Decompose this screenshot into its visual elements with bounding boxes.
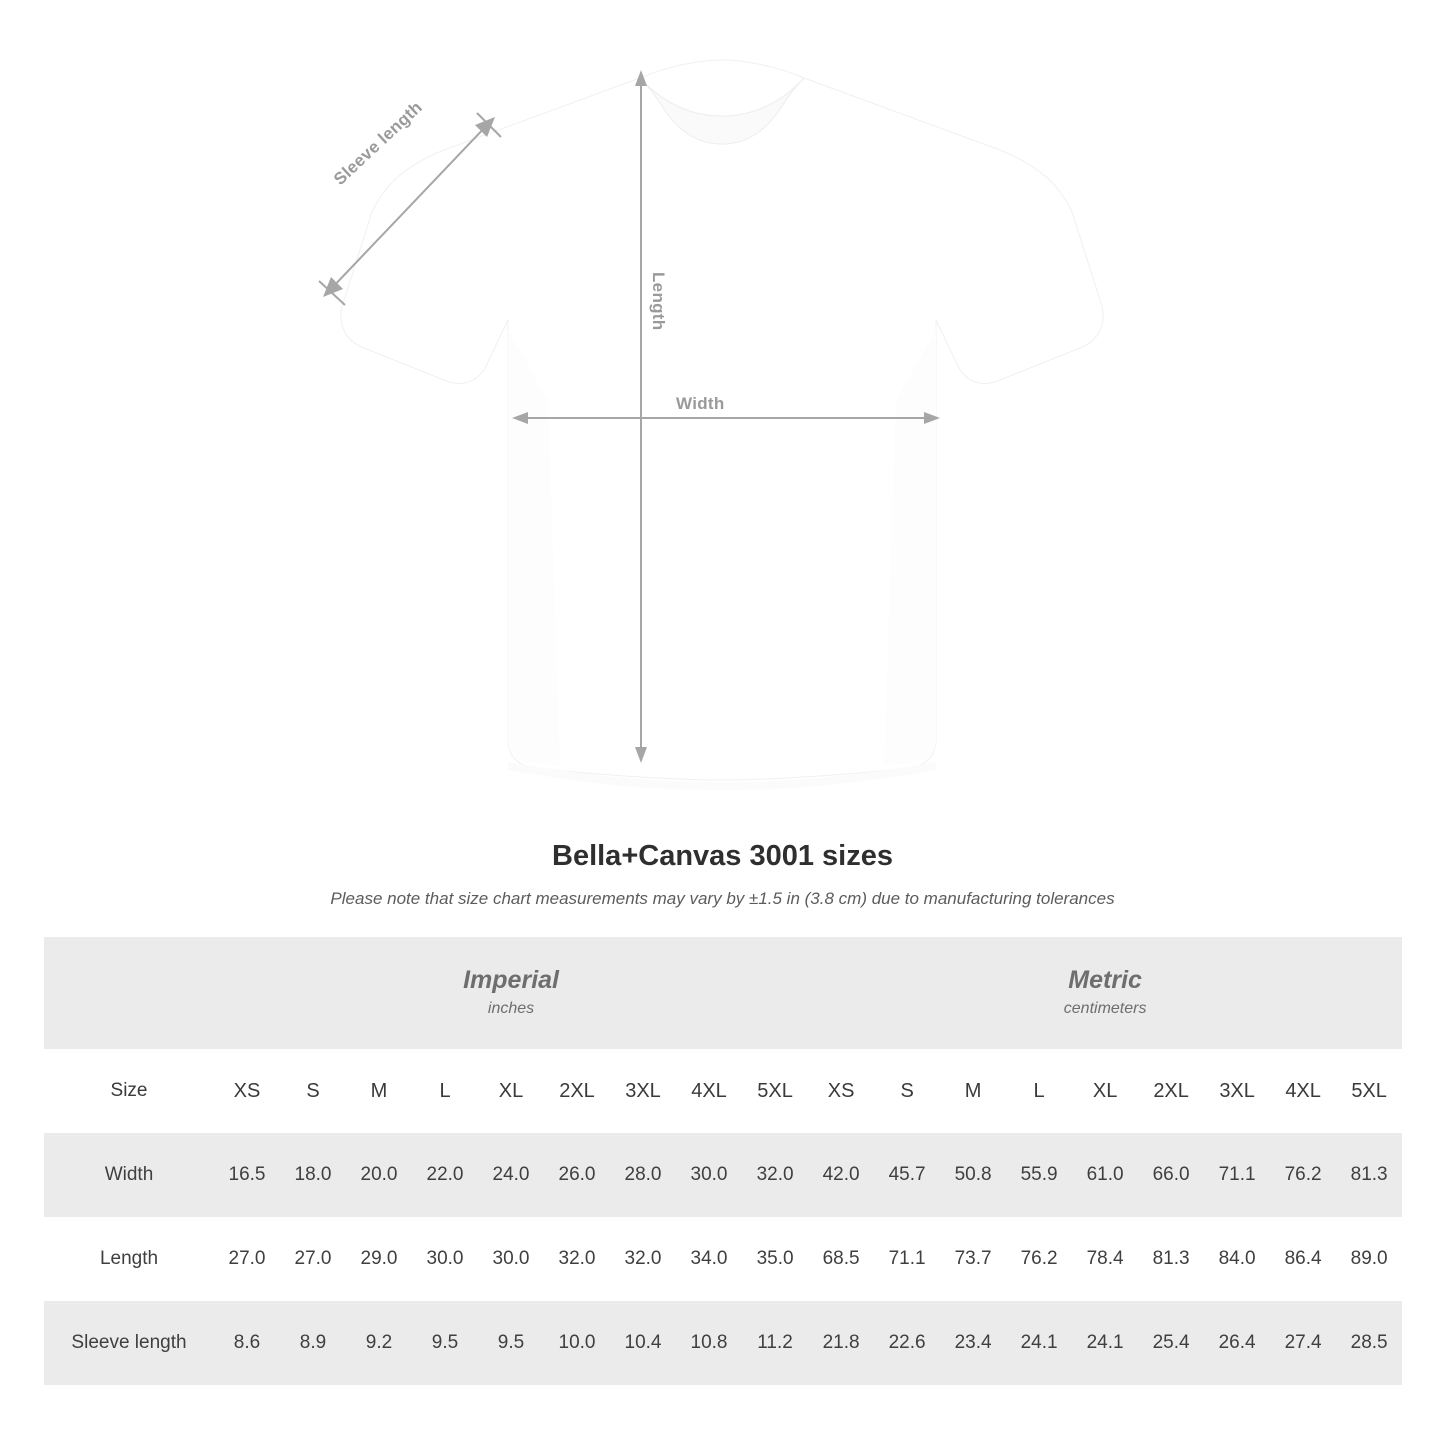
size-col-3xl-imperial: 3XL xyxy=(610,1049,676,1133)
cell-width-9: 42.0 xyxy=(808,1133,874,1217)
size-col-2xl-imperial: 2XL xyxy=(544,1049,610,1133)
cell-length-8: 35.0 xyxy=(756,1248,794,1269)
table-row-width xyxy=(44,1133,1402,1217)
unit-group-imperial-sub: inches xyxy=(487,999,535,1017)
cell-width-11: 50.8 xyxy=(940,1133,1006,1217)
cell-sleeve-10: 22.6 xyxy=(874,1301,940,1385)
cell-width-12: 55.9 xyxy=(1006,1133,1072,1217)
cell-length-9: 68.5 xyxy=(822,1248,860,1269)
unit-group-empty-cell xyxy=(44,937,214,1049)
cell-sleeve-12: 24.1 xyxy=(1006,1301,1072,1385)
cell-sleeve-2: 9.2 xyxy=(346,1301,412,1385)
cell-width-4: 24.0 xyxy=(478,1133,544,1217)
cell-sleeve-13: 24.1 xyxy=(1072,1301,1138,1385)
cell-length-5: 32.0 xyxy=(558,1248,596,1269)
cell-sleeve-16: 27.4 xyxy=(1270,1301,1336,1385)
cell-width-15: 71.1 xyxy=(1204,1133,1270,1217)
unit-group-metric-sub: centimeters xyxy=(1063,999,1147,1017)
cell-length-13: 78.4 xyxy=(1086,1248,1124,1269)
cell-sleeve-8: 11.2 xyxy=(742,1301,808,1385)
size-col-xs-imperial: XS xyxy=(214,1049,280,1133)
cell-sleeve-3: 9.5 xyxy=(412,1301,478,1385)
size-col-m-imperial: M xyxy=(346,1049,412,1133)
unit-group-header-row xyxy=(44,937,1402,1049)
cell-width-10: 45.7 xyxy=(874,1133,940,1217)
cell-length-10: 71.1 xyxy=(888,1248,926,1269)
cell-sleeve-6: 10.4 xyxy=(610,1301,676,1385)
cell-length-3: 30.0 xyxy=(426,1248,464,1269)
cell-length-17: 89.0 xyxy=(1350,1248,1388,1269)
size-col-4xl-imperial: 4XL xyxy=(676,1049,742,1133)
size-col-xs-metric: XS xyxy=(808,1049,874,1133)
row-header-label: Size xyxy=(44,1049,214,1133)
unit-group-metric xyxy=(808,937,1402,1049)
size-col-4xl-metric: 4XL xyxy=(1270,1049,1336,1133)
size-col-5xl-metric: 5XL xyxy=(1336,1049,1402,1133)
size-col-xl-metric: XL xyxy=(1072,1049,1138,1133)
sleeve-length-dimension-label: Sleeve length xyxy=(330,97,426,189)
cell-sleeve-7: 10.8 xyxy=(676,1301,742,1385)
table-row-sleeve-length xyxy=(44,1301,1402,1385)
cell-width-16: 76.2 xyxy=(1270,1133,1336,1217)
cell-sleeve-5: 10.0 xyxy=(544,1301,610,1385)
cell-width-2: 20.0 xyxy=(346,1133,412,1217)
unit-group-imperial-name: Imperial xyxy=(463,965,559,994)
cell-length-12: 76.2 xyxy=(1020,1248,1058,1269)
size-col-5xl-imperial: 5XL xyxy=(742,1049,808,1133)
cell-width-8: 32.0 xyxy=(742,1133,808,1217)
cell-sleeve-9: 21.8 xyxy=(808,1301,874,1385)
size-col-2xl-metric: 2XL xyxy=(1138,1049,1204,1133)
cell-length-2: 29.0 xyxy=(360,1248,398,1269)
cell-length-0: 27.0 xyxy=(228,1248,266,1269)
cell-length-1: 27.0 xyxy=(294,1248,332,1269)
length-dimension-label: Length xyxy=(649,272,668,331)
cell-width-14: 66.0 xyxy=(1138,1133,1204,1217)
cell-sleeve-0: 8.6 xyxy=(214,1301,280,1385)
cell-length-11: 73.7 xyxy=(954,1248,992,1269)
cell-sleeve-15: 26.4 xyxy=(1204,1301,1270,1385)
size-col-s-metric: S xyxy=(874,1049,940,1133)
tolerance-note: Please note that size chart measurements may vary by ±1.5 in (3.8 cm) due to manufacturing tolerances xyxy=(330,889,1115,908)
cell-width-6: 28.0 xyxy=(610,1133,676,1217)
cell-length-15: 84.0 xyxy=(1218,1248,1256,1269)
size-col-s-imperial: S xyxy=(280,1049,346,1133)
row-label-sleeve-length: Sleeve length xyxy=(44,1301,214,1385)
cell-width-3: 22.0 xyxy=(412,1133,478,1217)
cell-sleeve-14: 25.4 xyxy=(1138,1301,1204,1385)
page-title: Bella+Canvas 3001 sizes xyxy=(552,840,893,872)
row-label-length: Length xyxy=(99,1248,159,1269)
cell-length-7: 34.0 xyxy=(690,1248,728,1269)
cell-width-17: 81.3 xyxy=(1336,1133,1402,1217)
size-table-wrapper xyxy=(44,937,1401,1385)
cell-sleeve-4: 9.5 xyxy=(478,1301,544,1385)
cell-sleeve-1: 8.9 xyxy=(280,1301,346,1385)
unit-group-imperial xyxy=(214,937,808,1049)
cell-width-0: 16.5 xyxy=(214,1133,280,1217)
unit-group-metric-name: Metric xyxy=(1068,965,1142,994)
size-col-m-metric: M xyxy=(940,1049,1006,1133)
size-col-l-imperial: L xyxy=(412,1049,478,1133)
cell-width-7: 30.0 xyxy=(676,1133,742,1217)
cell-width-1: 18.0 xyxy=(280,1133,346,1217)
size-header-row xyxy=(44,1049,1402,1133)
cell-length-4: 30.0 xyxy=(492,1248,530,1269)
size-col-xl-imperial: XL xyxy=(478,1049,544,1133)
row-label-width: Width xyxy=(44,1133,214,1217)
cell-sleeve-17: 28.5 xyxy=(1336,1301,1402,1385)
table-row-length xyxy=(44,1217,1402,1301)
cell-length-6: 32.0 xyxy=(624,1248,662,1269)
size-col-l-metric: L xyxy=(1006,1049,1072,1133)
size-chart-table xyxy=(44,937,1402,1385)
cell-length-16: 86.4 xyxy=(1284,1248,1322,1269)
cell-sleeve-11: 23.4 xyxy=(940,1301,1006,1385)
size-col-3xl-metric: 3XL xyxy=(1204,1049,1270,1133)
cell-width-13: 61.0 xyxy=(1072,1133,1138,1217)
width-dimension-label: Width xyxy=(676,394,725,413)
cell-width-5: 26.0 xyxy=(544,1133,610,1217)
size-chart-heading xyxy=(0,840,1445,909)
cell-length-14: 81.3 xyxy=(1152,1248,1190,1269)
